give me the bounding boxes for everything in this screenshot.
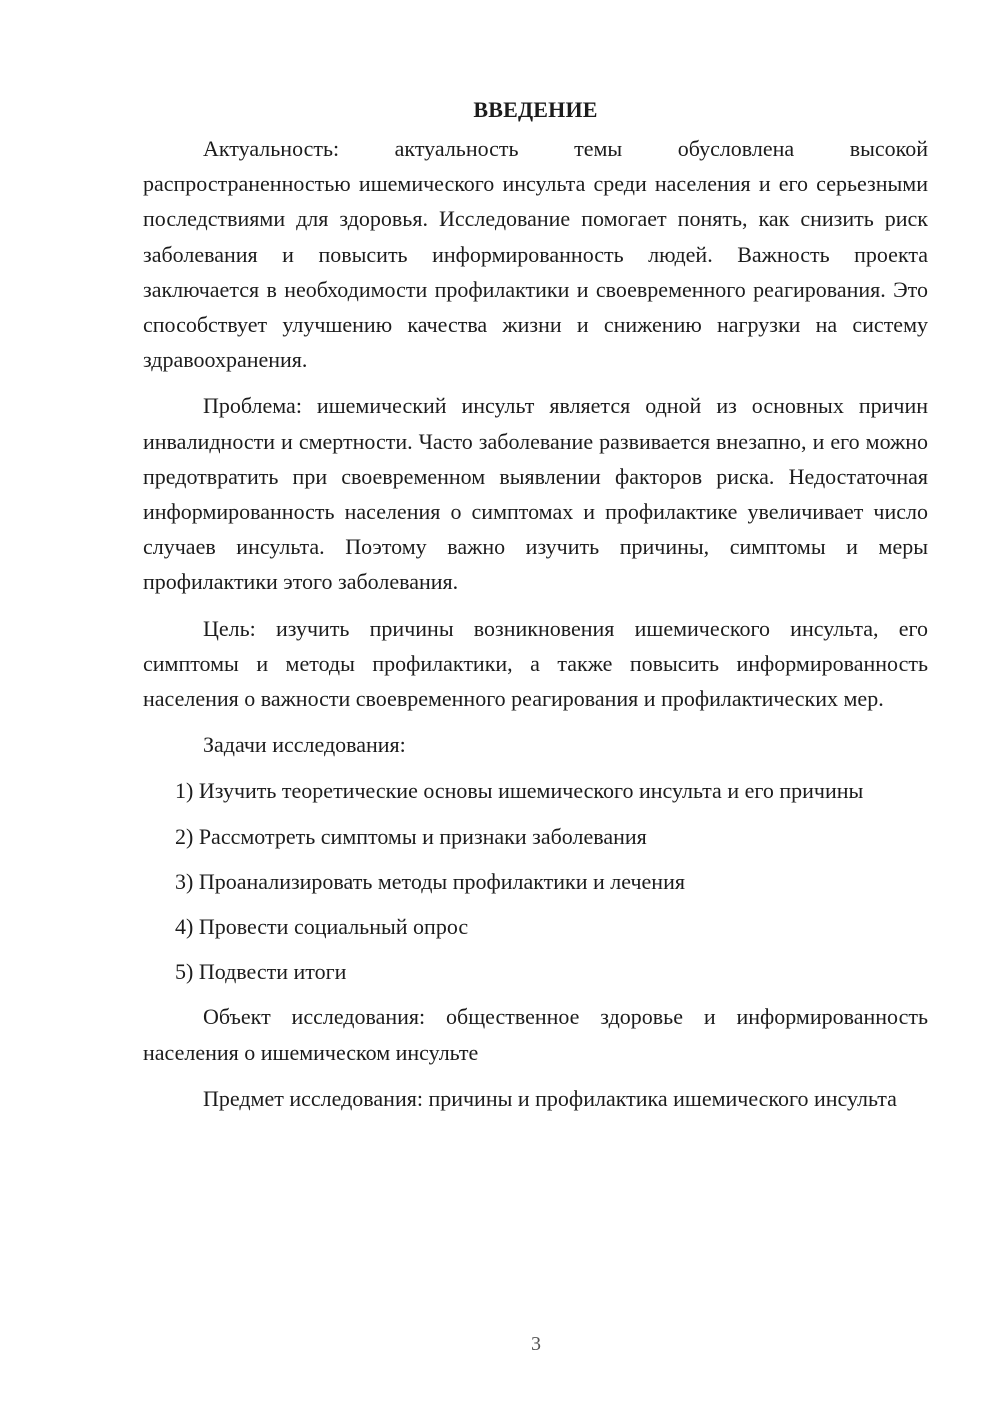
task-item-2: 2) Рассмотреть симптомы и признаки заболевания — [175, 823, 647, 849]
paragraph-object: Объект исследования: общественное здоровье и информированность населения о ишемическом инсульте — [143, 1004, 928, 1065]
task-item-4: 4) Провести социальный опрос — [175, 914, 469, 940]
paragraph-goal: Цель: изучить причины возникновения ишемического инсульта, его симптомы и методы профилактики, а также повысить информированность населения о важности своевременного реагирования и профилактических мер. — [143, 615, 928, 712]
task-item-3: 3) Проанализировать методы профилактики и лечения — [175, 868, 685, 894]
paragraph-problem: Проблема: ишемический инсульт является одной из основных причин инвалидности и смертности. Часто заболевание развивается внезапно, и его можно предотвратить при своевременном выявлении факторов риска. Недостаточная информированность населения о симптомах и профилактике увеличивает число случаев инсульта. Поэтому важно изучить причины, симптомы и меры профилактики этого заболевания. — [143, 393, 928, 595]
page-title: ВВЕДЕНИЕ — [473, 97, 598, 122]
paragraph-subject: Предмет исследования: причины и профилактика ишемического инсульта — [203, 1085, 897, 1111]
task-item-1: 1) Изучить теоретические основы ишемического инсульта и его причины — [175, 778, 864, 804]
page-number: 3 — [531, 1333, 541, 1355]
tasks-heading: Задачи исследования: — [203, 732, 406, 758]
paragraph-relevance: Актуальность: актуальность темы обусловлена высокой распространенностью ишемического инсульта среди населения и его серьезными последствиями для здоровья. Исследование помогает понять, как снизить риск заболевания и повысить информированность людей. Важность проекта заключается в необходимости профилактики и своевременного реагирования. Это способствует улучшению качества жизни и снижению нагрузки на систему здравоохранения. — [143, 136, 928, 373]
document-page — [143, 92, 928, 1127]
task-item-5: 5) Подвести итоги — [175, 959, 347, 985]
